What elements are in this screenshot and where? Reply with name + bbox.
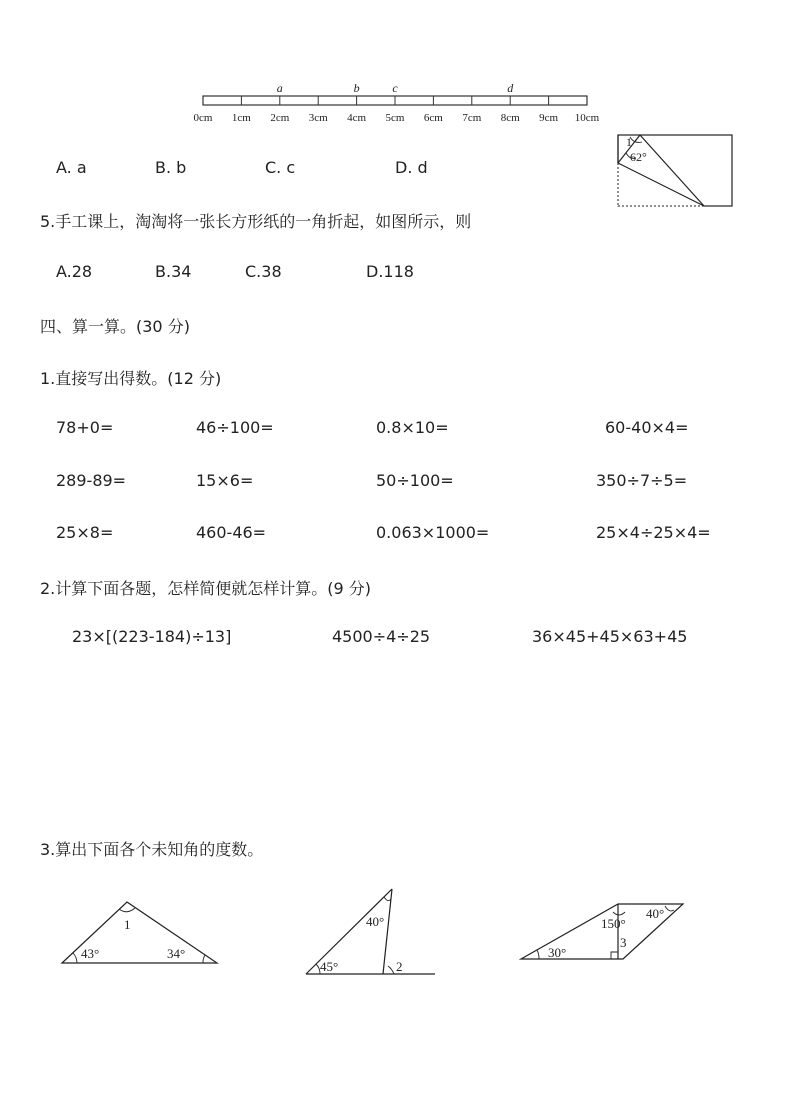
oral-calc-item: 350÷7÷5=: [596, 471, 688, 490]
folded-paper-figure: [612, 130, 736, 212]
folded-edge-1: [618, 163, 704, 206]
q5-text: 5.手工课上，淘淘将一张长方形纸的一角折起，如图所示，则: [40, 212, 472, 231]
q5-option-b[interactable]: B.34: [155, 262, 192, 281]
fig2-angle-2: 2: [396, 959, 403, 974]
part-3-title: 3.算出下面各个未知角的度数。: [40, 840, 264, 859]
q4-option-d[interactable]: D. d: [395, 158, 428, 177]
q5-option-a[interactable]: A.28: [56, 262, 93, 281]
fold-crease: [640, 135, 704, 206]
parallelogram-figure-3: [515, 898, 690, 966]
ruler-tick-label: 2cm: [270, 112, 290, 124]
calc-problem-3: 36×45+45×63+45: [532, 627, 688, 646]
q4-option-a[interactable]: A. a: [56, 158, 87, 177]
ruler-tick-label: 6cm: [423, 112, 443, 124]
calc-problem-2: 4500÷4÷25: [332, 627, 431, 646]
fig1-angle-34: 34°: [167, 946, 186, 961]
fig3-angle-40: 40°: [646, 906, 665, 921]
part-2-title: 2.计算下面各题，怎样简便就怎样计算。(9 分): [40, 579, 372, 598]
fig1-angle-1: 1: [124, 917, 131, 932]
fig2-angle-45: 45°: [320, 959, 339, 974]
triangle-figure-1: [55, 895, 230, 970]
ruler-marker-c: c: [392, 81, 398, 95]
fig1-angle-43: 43°: [81, 946, 100, 961]
triangle-figure-2: [300, 885, 440, 980]
fig2-angle-40: 40°: [366, 914, 385, 929]
ruler-tick-label: 5cm: [385, 112, 405, 124]
oral-calc-item: 25×8=: [56, 523, 114, 542]
angle-1-label: 1: [626, 135, 632, 149]
q4-option-b[interactable]: B. b: [155, 158, 187, 177]
oral-calc-item: 0.8×10=: [376, 418, 449, 437]
ruler-tick-label: 4cm: [347, 112, 367, 124]
ruler-tick-label: 10cm: [574, 112, 600, 124]
section-4-title: 四、算一算。(30 分): [40, 317, 190, 336]
oral-calc-item: 0.063×1000=: [376, 523, 490, 542]
angle-62-label: 62°: [630, 150, 647, 164]
q5-option-d[interactable]: D.118: [366, 262, 414, 281]
oral-calc-item: 15×6=: [196, 471, 254, 490]
ruler-tick-label: 7cm: [462, 112, 482, 124]
calc-problem-1: 23×[(223-184)÷13]: [72, 627, 232, 646]
fig3-angle-150: 150°: [601, 916, 626, 931]
oral-calc-item: 46÷100=: [196, 418, 274, 437]
ruler-marker-a: a: [276, 81, 283, 95]
oral-calc-item: 25×4÷25×4=: [596, 523, 711, 542]
oral-calc-item: 50÷100=: [376, 471, 454, 490]
ruler-tick-label: 9cm: [539, 112, 559, 124]
q4-option-c[interactable]: C. c: [265, 158, 296, 177]
oral-calc-item: 60-40×4=: [605, 418, 689, 437]
oral-calc-item: 289-89=: [56, 471, 127, 490]
fig3-angle-3: 3: [620, 935, 627, 950]
ruler-tick-label: 8cm: [500, 112, 520, 124]
ruler-marker-b: b: [353, 81, 360, 95]
ruler-tick-label: 1cm: [231, 112, 251, 124]
oral-calc-item: 78+0=: [56, 418, 114, 437]
ruler-tick-label: 0cm: [193, 112, 213, 124]
ruler-marker-d: d: [507, 81, 514, 95]
fig3-angle-30: 30°: [548, 945, 567, 960]
ruler-figure: [180, 76, 610, 128]
oral-calc-item: 460-46=: [196, 523, 267, 542]
part-1-title: 1.直接写出得数。(12 分): [40, 369, 222, 388]
paper-rectangle: [618, 135, 732, 206]
ruler-tick-label: 3cm: [308, 112, 328, 124]
q5-option-c[interactable]: C.38: [245, 262, 282, 281]
